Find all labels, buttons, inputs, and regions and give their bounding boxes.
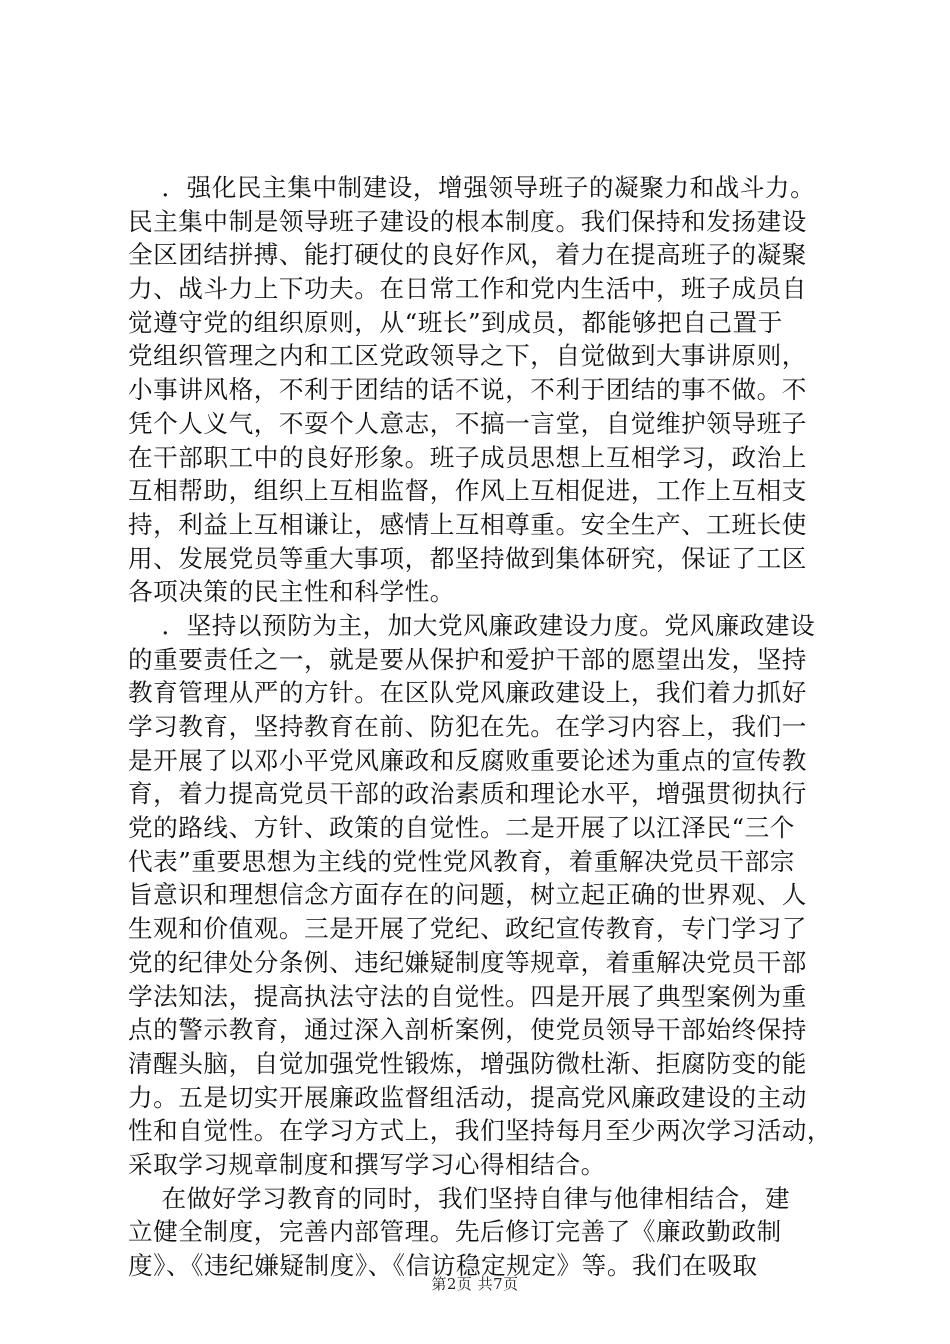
text-line: 党的路线、方针、政策的自觉性。二是开展了以江泽民“三个 — [128, 813, 795, 843]
text-line: 生观和价值观。三是开展了党纪、政纪宣传教育，专门学习了 — [128, 914, 807, 944]
page-number-footer: 第2页 共7页 — [431, 1275, 519, 1293]
text-line: 清醒头脑，自觉加强党性锻炼，增强防微杜渐、拒腐防变的能 — [128, 1048, 807, 1078]
text-line: ．强化民主集中制建设，增强领导班子的凝聚力和战斗力。 — [128, 173, 816, 202]
text-line: 学习教育，坚持教育在前、防犯在先。在学习内容上，我们一 — [128, 712, 807, 741]
text-line: 学法知法，提高执法守法的自觉性。四是开展了典型案例为重 — [128, 981, 807, 1011]
text-line: 度》、《违纪嫌疑制度》、《信访稳定规定》等。我们在吸取 — [128, 1251, 758, 1280]
text-line: 持，利益上互相谦让，感情上互相尊重。安全生产、工班长使 — [128, 509, 807, 539]
text-line: 各项决策的民主性和科学性。 — [128, 577, 455, 607]
text-line: 力、战斗力上下功夫。在日常工作和党内生活中，班子成员自 — [128, 274, 807, 304]
text-line: 在干部职工中的良好形象。班子成员思想上互相学习，政治上 — [128, 442, 807, 472]
text-line: 在做好学习教育的同时，我们坚持自律与他律相结合，建 — [128, 1183, 791, 1213]
text-line: 力。五是切实开展廉政监督组活动，提高党风廉政建设的主动 — [128, 1082, 807, 1112]
text-line: 党的纪律处分条例、违纪嫌疑制度等规章，着重解决党员干部 — [128, 947, 807, 977]
text-line: 是开展了以邓小平党风廉政和反腐败重要论述为重点的宣传教 — [128, 745, 807, 775]
text-line: 教育管理从严的方针。在区队党风廉政建设上，我们着力抓好 — [128, 678, 807, 708]
text-line: 代表”重要思想为主线的党性党风教育，着重解决党员干部宗 — [128, 846, 795, 876]
text-line: 全区团结拼搏、能打硬仗的良好作风，着力在提高班子的凝聚 — [128, 240, 807, 270]
document-body — [128, 171, 838, 1283]
text-line: 性和自觉性。在学习方式上，我们坚持每月至少两次学习活动， — [128, 1116, 833, 1146]
text-line: 互相帮助，组织上互相监督，作风上互相促进，工作上互相支 — [128, 476, 807, 506]
text-line: 采取学习规章制度和撰写学习心得相结合。 — [128, 1149, 606, 1179]
text-line: 党组织管理之内和工区党政领导之下，自觉做到大事讲原则， — [128, 341, 807, 371]
text-line: 旨意识和理想信念方面存在的问题，树立起正确的世界观、人 — [128, 880, 807, 910]
text-line: 用、发展党员等重大事项，都坚持做到集体研究，保证了工区 — [128, 543, 807, 573]
text-line: 觉遵守党的组织原则，从“班长”到成员，都能够把自己置于 — [128, 307, 783, 337]
text-line: 立健全制度，完善内部管理。先后修订完善了《廉政勤政制 — [128, 1217, 782, 1247]
text-line: 小事讲风格，不利于团结的话不说，不利于团结的事不做。不 — [128, 375, 807, 405]
text-line: 凭个人义气，不耍个人意志，不搞一言堂，自觉维护领导班子 — [128, 408, 807, 438]
text-line: 民主集中制是领导班子建设的根本制度。我们保持和发扬建设 — [128, 206, 807, 236]
text-line: 育，着力提高党员干部的政治素质和理论水平，增强贯彻执行 — [128, 779, 807, 809]
text-line: 点的警示教育，通过深入剖析案例，使党员领导干部始终保持 — [128, 1015, 807, 1045]
text-line: ．坚持以预防为主，加大党风廉政建设力度。党风廉政建设 — [128, 610, 816, 640]
text-line: 的重要责任之一，就是要从保护和爱护干部的愿望出发，坚持 — [128, 644, 807, 674]
